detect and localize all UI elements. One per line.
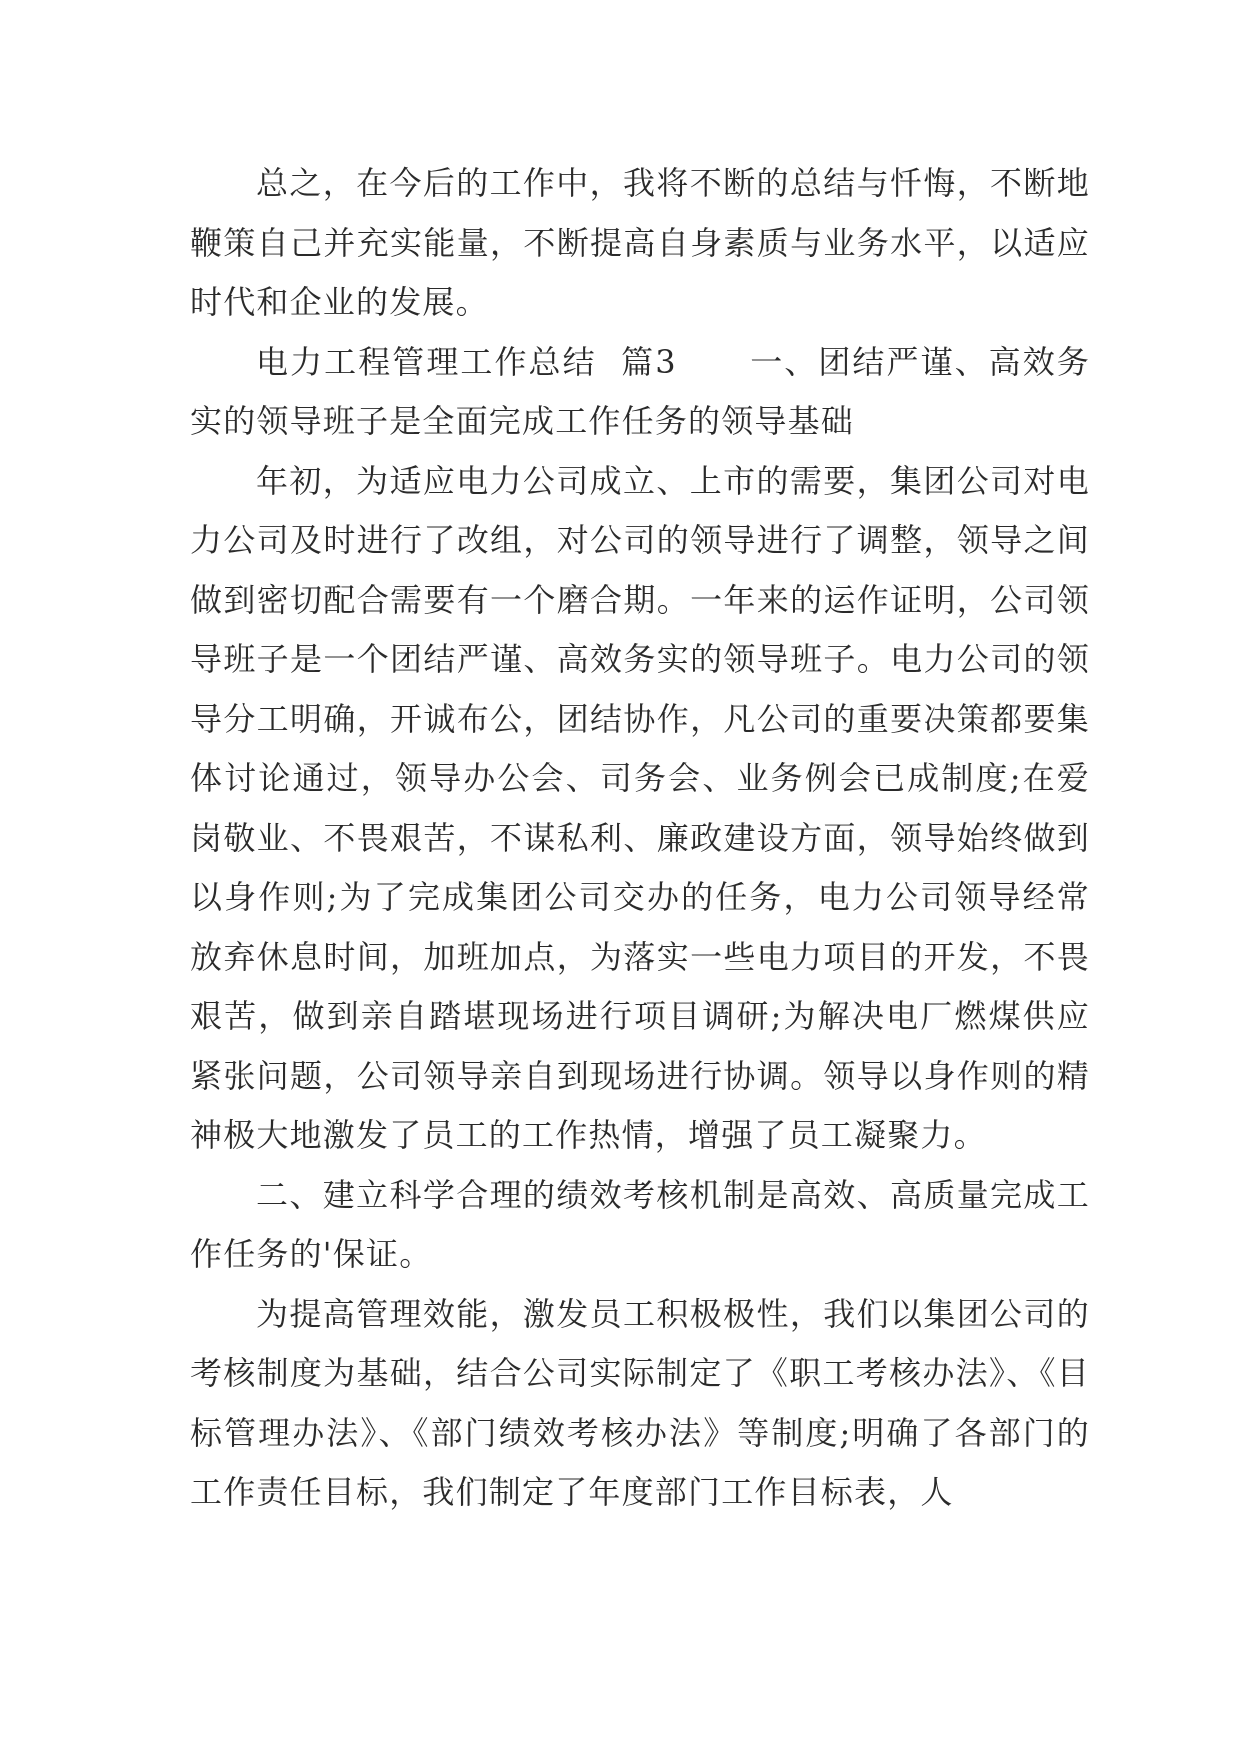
paragraph-conclusion: 总之，在今后的工作中，我将不断的总结与忏悔，不断地鞭策自己并充实能量，不断提高自身素质与业务水平，以适应时代和企业的发展。 [190, 164, 1090, 321]
paragraph-leadership: 年初，为适应电力公司成立、上市的需要，集团公司对电力公司及时进行了改组，对公司的领导进行了调整，领导之间做到密切配合需要有一个磨合期。一年来的运作证明，公司领导班子是一个团结严谨、高效务实的领导班子。电力公司的领导分工明确，开诚布公，团结协作，凡公司的重要决策都要集体讨论通过，领导办公会、司务会、业务例会已成制度;在爱岗敬业、不畏艰苦，不谋私利、廉政建设方面，领导始终做到以身作则;为了完成集团公司交办的任务，电力公司领导经常放弃休息时间，加班加点，为落实一些电力项目的开发，不畏艰苦，做到亲自踏堪现场进行项目调研;为解决电厂燃煤供应紧张问题，公司领导亲自到现场进行协调。领导以身作则的精神极大地激发了员工的工作热情，增强了员工凝聚力。 [190, 461, 1090, 1154]
section-heading-assessment: 二、建立科学合理的绩效考核机制是高效、高质量完成工作任务的'保证。 [190, 1175, 1090, 1273]
document-body [190, 154, 1090, 1523]
section-heading-part-3: 电力工程管理工作总结 篇3 一、团结严谨、高效务实的领导班子是全面完成工作任务的领导基础 [190, 342, 1090, 440]
paragraph-assessment: 为提高管理效能，激发员工积极极性，我们以集团公司的考核制度为基础，结合公司实际制定了《职工考核办法》、《目标管理办法》、《部门绩效考核办法》等制度;明确了各部门的工作责任目标，我们制定了年度部门工作目标表，人 [190, 1294, 1090, 1511]
